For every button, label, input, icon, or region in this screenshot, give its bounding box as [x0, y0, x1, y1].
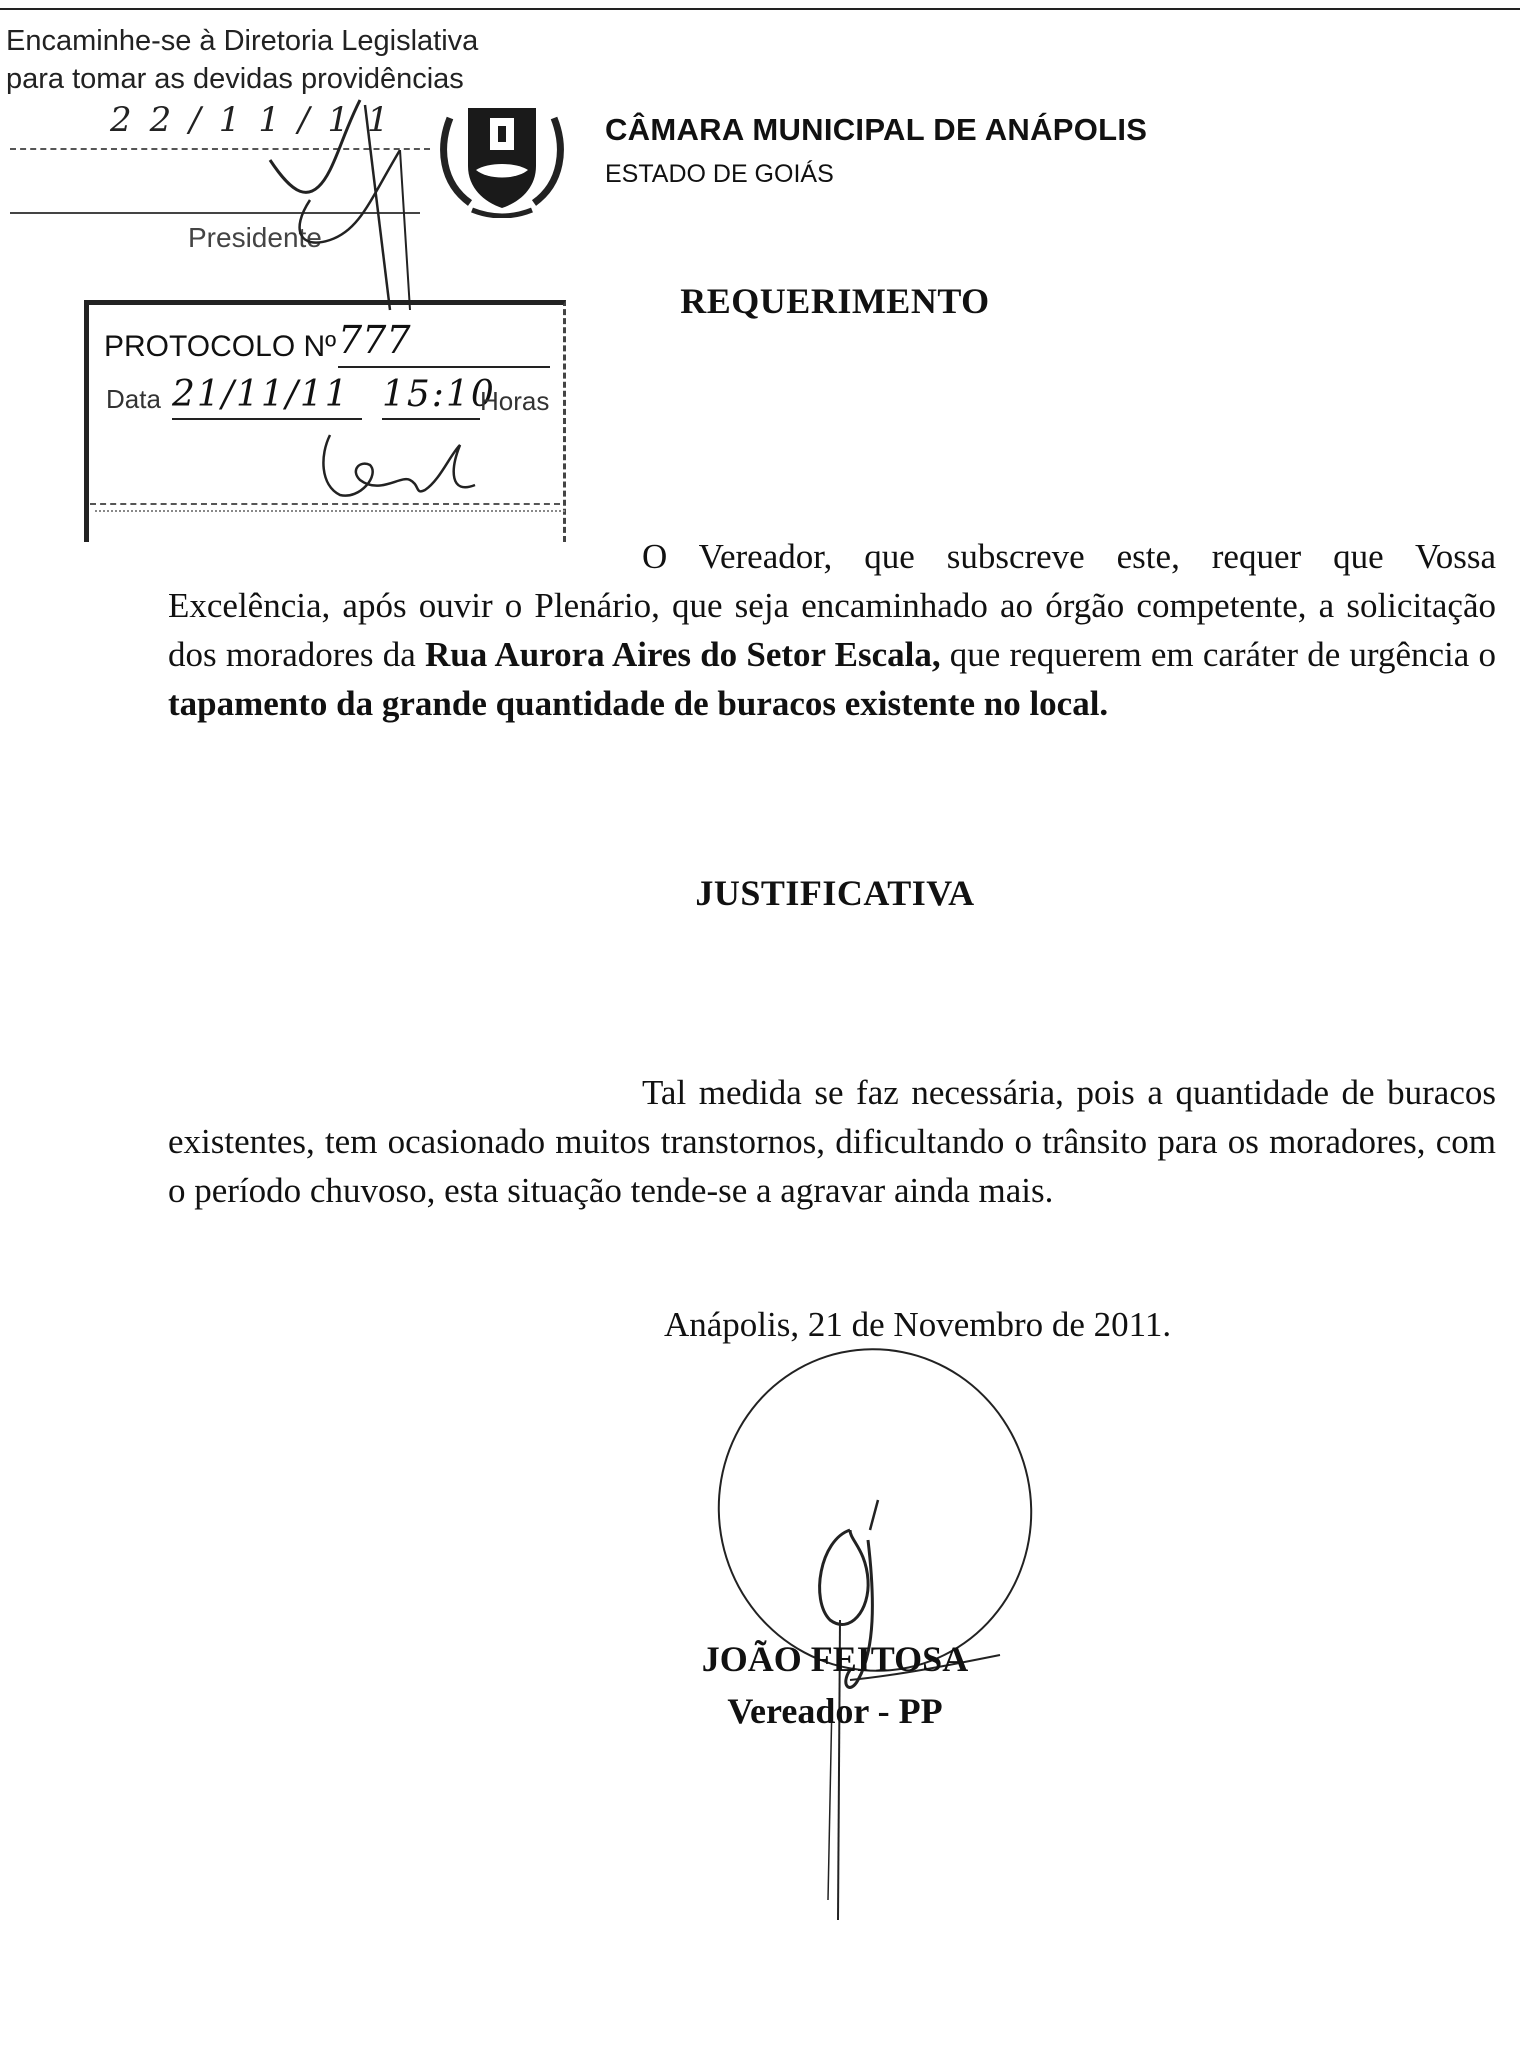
- top-border-line: [0, 8, 1520, 10]
- forwarding-note-line-2: para tomar as devidas providências: [6, 63, 464, 95]
- signer-name: JOÃO FEITOSA: [701, 1639, 969, 1679]
- protocol-number-line: [338, 366, 550, 368]
- protocol-clerk-signature: [300, 425, 500, 515]
- protocol-number: 777: [338, 318, 411, 362]
- protocol-date-line: [172, 418, 362, 420]
- protocol-time: 15:10: [382, 374, 496, 415]
- justification-title: JUSTIFICATIVA: [695, 873, 975, 913]
- protocol-footer-line: [95, 510, 565, 512]
- forwarding-note: [6, 22, 478, 98]
- forwarding-note-signatory: Presidente: [188, 222, 322, 253]
- protocol-label: PROTOCOLO Nº: [104, 330, 337, 363]
- place-and-date: Anápolis, 21 de Novembro de 2011.: [664, 1305, 1172, 1344]
- protocol-signature-line: [90, 503, 560, 505]
- forwarding-note-line-1: Encaminhe-se à Diretoria Legislativa: [6, 25, 479, 57]
- council-name: CÂMARA MUNICIPAL DE ANÁPOLIS: [605, 112, 1148, 147]
- protocol-date: 21/11/11: [172, 374, 350, 415]
- request-paragraph: [168, 532, 1496, 728]
- forwarding-note-date: 22/11/11: [110, 100, 407, 140]
- forwarding-signature-scribble: [250, 90, 450, 320]
- protocol-date-label: Data: [106, 384, 161, 414]
- state-name: ESTADO DE GOIÁS: [605, 160, 834, 188]
- request-middle: que requerem em caráter de urgência o: [940, 635, 1496, 674]
- coat-of-arms-icon: [432, 88, 572, 218]
- signer-role: Vereador - PP: [727, 1691, 943, 1731]
- request-intro: O Vereador, que subscreve este, requer que Vossa Excelência, após ouvir o Plenário, que seja encaminhado ao órgão competente, a solicitação dos moradores da: [168, 537, 1496, 674]
- document-title: REQUERIMENTO: [680, 281, 990, 321]
- protocol-hours-label: Horas: [480, 386, 550, 416]
- request-subject: tapamento da grande quantidade de buracos existente no local.: [168, 684, 1109, 723]
- request-street: Rua Aurora Aires do Setor Escala,: [424, 635, 941, 674]
- justification-paragraph: Tal medida se faz necessária, pois a quantidade de buracos existentes, tem ocasionado muitos transtornos, dificultando o trânsito para os moradores, com o período chuvoso, esta situação tende-se a agravar ainda mais.: [168, 1073, 1496, 1210]
- protocol-time-line: [382, 418, 480, 420]
